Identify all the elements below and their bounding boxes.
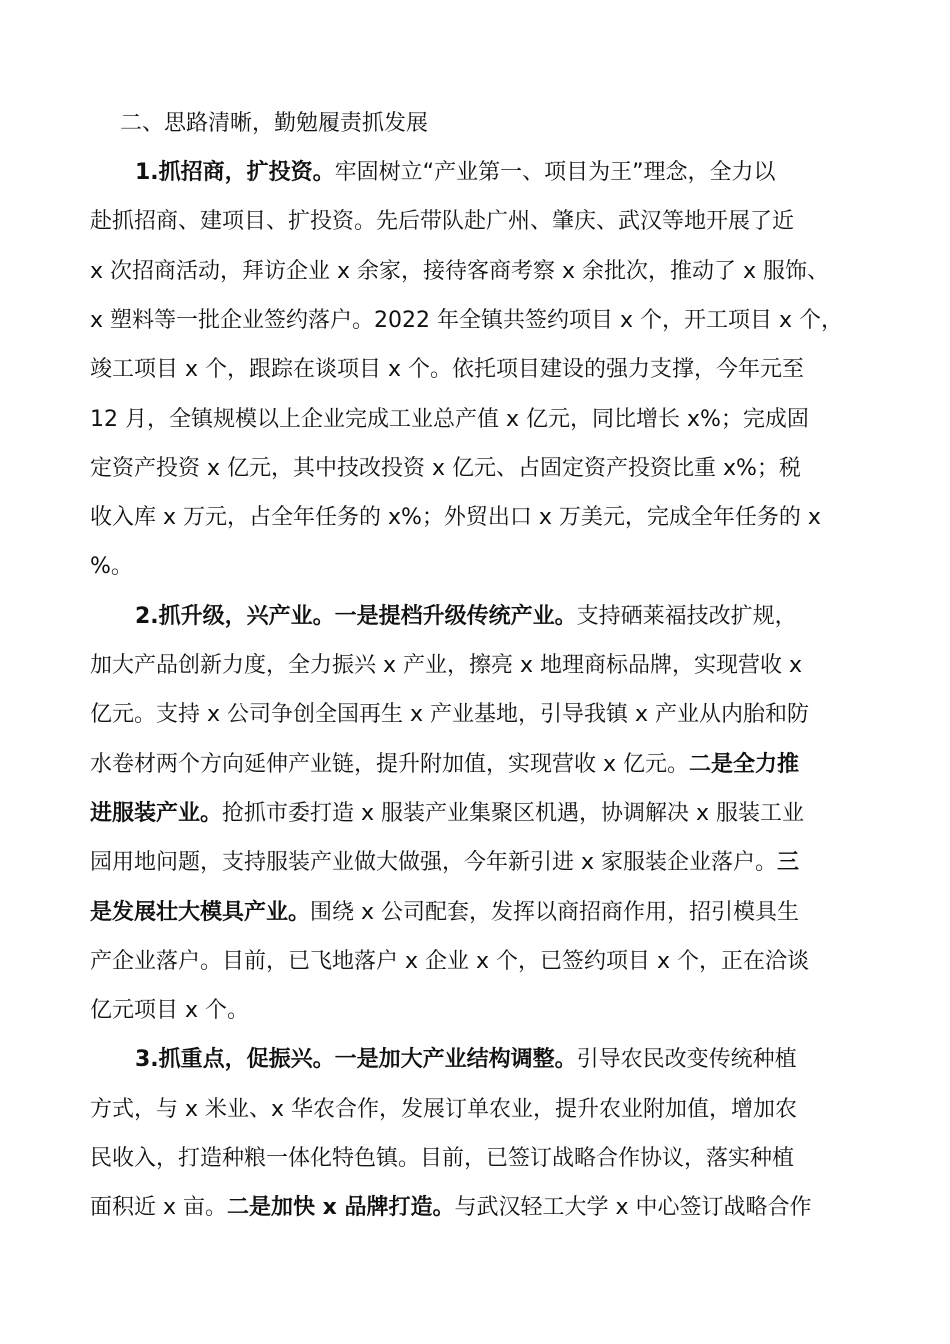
text-run: 收入库 x 万元，占全年任务的 x%；外贸出口 x 万美元，完成全年任务的 x	[90, 505, 821, 531]
bold-run: 是发展壮大模具产业。	[90, 899, 311, 925]
text-run: 支持硒莱福技改扩规，	[576, 603, 797, 629]
bold-run: 二是全力推	[689, 751, 800, 777]
text-line	[90, 301, 870, 341]
text-line	[90, 252, 870, 292]
text-line	[90, 942, 870, 982]
text-run: x 次招商活动，拜访企业 x 余家，接待客商考察 x 余批次，推动了 x 服饰、	[90, 258, 830, 284]
text-line	[90, 202, 870, 242]
text-run: 引导农民改变传统种植	[576, 1047, 797, 1073]
text-run: 产企业落户。目前，已飞地落户 x 企业 x 个，已签约项目 x 个，正在洽谈	[90, 948, 810, 974]
text-run: 亿元。支持 x 公司争创全国再生 x 产业基地，引导我镇 x 产业从内胎和防	[90, 702, 810, 728]
text-run: 水卷材两个方向延伸产业链，提升附加值，实现营收 x 亿元。	[90, 751, 690, 777]
section-heading: 二、思路清晰，勤勉履责抓发展	[120, 111, 429, 136]
text-line	[90, 400, 870, 440]
text-line	[135, 597, 870, 637]
text-run: 民收入，打造种粮一体化特色镇。目前，已签订战略合作协议，落实种植	[90, 1146, 795, 1171]
text-run: 方式，与 x 米业、x 华农合作，发展订单农业，提升农业附加值，增加农	[90, 1096, 798, 1122]
text-run: 定资产投资 x 亿元，其中技改投资 x 亿元、占固定资产投资比重 x%；税	[90, 455, 801, 481]
text-line	[90, 646, 870, 686]
text-line	[90, 449, 870, 489]
text-run: 抢抓市委打造 x 服装产业集聚区机遇，协调解决 x 服装工业	[222, 800, 805, 826]
text-run: 与武汉轻工大学 x 中心签订战略合作	[454, 1195, 812, 1221]
text-line	[135, 1040, 870, 1080]
text-line	[90, 547, 870, 587]
text-run: 竣工项目 x 个，跟踪在谈项目 x 个。依托项目建设的强力支撑，今年元至	[90, 357, 805, 383]
text-line	[90, 843, 870, 883]
text-line	[90, 1139, 870, 1179]
text-run: 亿元项目 x 个。	[90, 998, 250, 1024]
text-line	[90, 1090, 870, 1130]
text-line	[90, 745, 870, 785]
text-run: x 塑料等一批企业签约落户。2022 年全镇共签约项目 x 个，开工项目 x 个，	[90, 307, 844, 333]
bold-run: 2.抓升级，兴产业。一是提档升级传统产业。	[135, 603, 577, 629]
text-run: 围绕 x 公司配套，发挥以商招商作用，招引模具生	[310, 899, 800, 925]
text-line	[90, 695, 870, 735]
text-line	[90, 350, 870, 390]
text-line	[90, 893, 870, 933]
text-line	[90, 498, 870, 538]
text-line	[90, 794, 870, 834]
text-run: 牢固树立“产业第一、项目为王”理念，全力以	[334, 160, 776, 185]
bold-run: 二是加快 x 品牌打造。	[227, 1195, 455, 1221]
text-line	[135, 153, 870, 193]
text-line	[90, 991, 870, 1031]
bold-run: 3.抓重点，促振兴。一是加大产业结构调整。	[135, 1047, 577, 1073]
text-run: %。	[90, 554, 133, 580]
text-run: 加大产品创新力度，全力振兴 x 产业，擦亮 x 地理商标品牌，实现营收 x	[90, 653, 803, 678]
text-run: 赴抓招商、建项目、扩投资。先后带队赴广州、肇庆、武汉等地开展了近	[90, 209, 795, 235]
text-run: 12 月，全镇规模以上企业完成工业总产值 x 亿元，同比增长 x%；完成固	[90, 406, 809, 432]
text-run: 面积近 x 亩。	[90, 1195, 228, 1221]
bold-run: 1.抓招商，扩投资。	[135, 160, 335, 185]
bold-run: 进服装产业。	[90, 800, 223, 826]
text-run: 园用地问题，支持服装产业做大做强，今年新引进 x 家服装企业落户。	[90, 850, 778, 876]
text-line	[90, 1188, 870, 1228]
bold-run: 三	[777, 850, 800, 876]
